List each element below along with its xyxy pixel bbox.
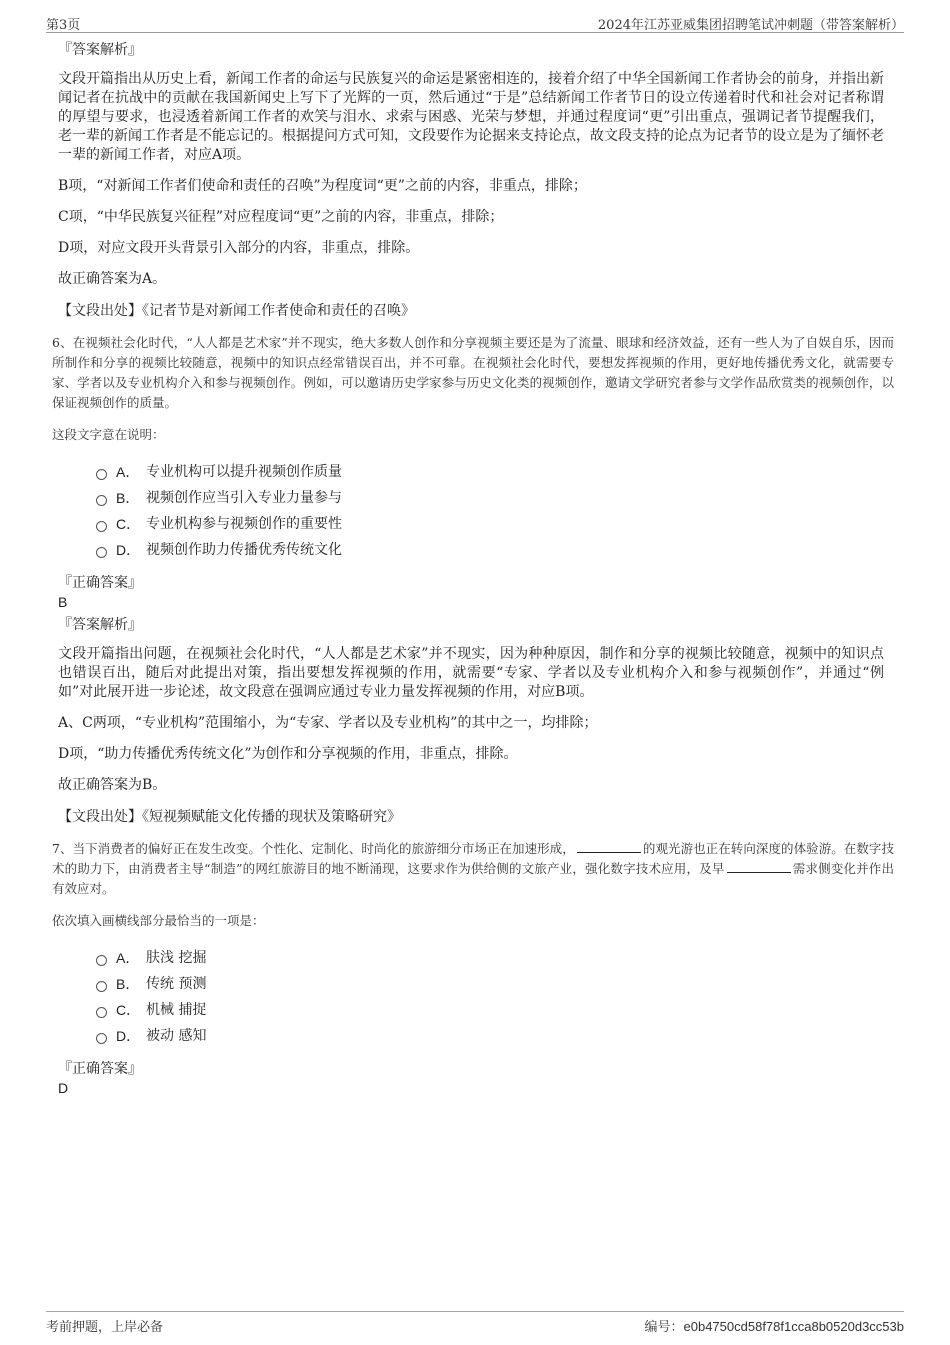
answer-analysis-text: 文段开篇指出问题，在视频社会化时代，“人人都是艺术家”并不现实，因为种种原因，制作和分享的视频比较随意，视频中的知识点也错误百出，随后对此提出对策，指出要想发挥视频的作用，就需要“专家、学者以及专业机构介入和参与视频创作”，并通过“例如”对此展开进一步论述，故文段意在强调应通过专业力量发挥视频的作用，对应B项。 bbox=[58, 646, 884, 700]
option-text: 视频创作助力传播优秀传统文化 bbox=[146, 542, 342, 558]
fill-blank-1 bbox=[577, 840, 641, 853]
option-text: 传统 预测 bbox=[146, 976, 207, 992]
question-7-options bbox=[96, 945, 894, 1049]
option-letter: C． bbox=[116, 516, 141, 532]
radio-icon[interactable] bbox=[96, 1007, 107, 1018]
question-6-text: 6、在视频社会化时代，“人人都是艺术家”并不现实，绝大多数人创作和分享视频主要还是为了流量、眼球和经济效益，还有一些人为了自娱自乐，因而所制作和分享的视频比较随意，视频中的知识点经常错误百出，并不可靠。在视频社会化时代，要想发挥视频的作用，更好地传播优秀文化，就需要专家、学者以及专业机构介入和参与视频创作。例如，可以邀请历史学家参与历史文化类的视频创作，邀请文学研究者参与文学作品欣赏类的视频创作，以保证视频创作的质量。 bbox=[52, 335, 894, 410]
footer-slogan: 考前押题，上岸必备 bbox=[46, 1320, 164, 1335]
correct-answer-label: 『正确答案』 bbox=[58, 575, 142, 591]
page-header bbox=[46, 12, 904, 33]
option-c[interactable] bbox=[96, 511, 894, 537]
page-footer bbox=[46, 1311, 904, 1338]
radio-icon[interactable] bbox=[96, 495, 107, 506]
question-6-prompt: 这段文字意在说明： bbox=[52, 427, 165, 442]
option-text: 机械 捕捉 bbox=[146, 1002, 207, 1018]
radio-icon[interactable] bbox=[96, 981, 107, 992]
option-letter: B． bbox=[116, 490, 140, 506]
option-text: 专业机构参与视频创作的重要性 bbox=[146, 516, 342, 532]
question-7-prompt: 依次填入画横线部分最恰当的一项是： bbox=[52, 913, 265, 928]
question-7-text-part1: 7、当下消费者的偏好正在发生改变。个性化、定制化、时尚化的旅游细分市场正在加速形成， bbox=[52, 841, 575, 856]
option-d[interactable] bbox=[96, 537, 894, 563]
page-number: 第3页 bbox=[46, 18, 81, 33]
radio-icon[interactable] bbox=[96, 547, 107, 558]
analysis-option-ac: A、C两项，“专业机构”范围缩小，为“专家、学者以及专业机构”的其中之一，均排除； bbox=[58, 715, 598, 731]
passage-source: 【文段出处】《记者节是对新闻工作者使命和责任的召唤》 bbox=[58, 303, 415, 319]
fill-blank-2 bbox=[727, 860, 791, 873]
correct-answer: D bbox=[58, 1080, 69, 1096]
question-7-text-part2: 的观光游也正在转向深度的体验游。在数字技术的助力下，由消费者主导“制造”的网红旅游目的地不断涌现，这要求作为供给侧的文旅产业，强化数字技术应用，及早 bbox=[52, 841, 894, 876]
analysis-option-d: D项，“助力传播优秀传统文化”为创作和分享视频的作用，非重点，排除。 bbox=[58, 746, 518, 762]
option-c[interactable] bbox=[96, 997, 894, 1023]
question-6-options bbox=[96, 459, 894, 563]
option-letter: D． bbox=[116, 542, 141, 558]
correct-answer: B bbox=[58, 594, 68, 610]
option-text: 肤浅 挖掘 bbox=[146, 950, 207, 966]
option-d[interactable] bbox=[96, 1023, 894, 1049]
radio-icon[interactable] bbox=[96, 955, 107, 966]
analysis-conclusion: 故正确答案为A。 bbox=[58, 271, 167, 287]
answer-analysis-label: 『答案解析』 bbox=[58, 617, 142, 633]
option-b[interactable] bbox=[96, 971, 894, 997]
option-letter: D． bbox=[116, 1028, 141, 1044]
radio-icon[interactable] bbox=[96, 521, 107, 532]
question-7-text bbox=[52, 839, 894, 899]
option-b[interactable] bbox=[96, 485, 894, 511]
question-7-text-part3: 需求侧变化并作出有效应对。 bbox=[52, 861, 894, 896]
correct-answer-label: 『正确答案』 bbox=[58, 1061, 142, 1077]
option-letter: A． bbox=[116, 464, 140, 480]
analysis-option-d: D项，对应文段开头背景引入部分的内容，非重点，排除。 bbox=[58, 240, 420, 256]
option-text: 被动 感知 bbox=[146, 1028, 207, 1044]
option-text: 视频创作应当引入专业力量参与 bbox=[146, 490, 342, 506]
document-code: 编号：e0b4750cd58f78f1cca8b0520d3cc53b bbox=[644, 1319, 904, 1334]
page-content bbox=[52, 40, 894, 1101]
passage-source: 【文段出处】《短视频赋能文化传播的现状及策略研究》 bbox=[58, 809, 401, 825]
answer-analysis-text: 文段开篇指出从历史上看，新闻工作者的命运与民族复兴的命运是紧密相连的，接着介绍了中华全国新闻工作者协会的前身，并指出新闻记者在抗战中的贡献在我国新闻史上写下了光辉的一页，然后通过“于是”总结新闻工作者节日的设立传递着时代和社会对记者称谓的厚望与要求，也浸透着新闻工作者的欢笑与泪水、求索与困惑、光荣与梦想，并通过程度词“更”引出重点，强调记者节提醒我们，老一辈的新闻工作者是不能忘记的。根据提问方式可知，文段要作为论据来支持论点，故文段支持的论点为记者节的设立是为了缅怀老一辈的新闻工作者，对应A项。 bbox=[58, 71, 884, 163]
option-letter: B． bbox=[116, 976, 140, 992]
analysis-conclusion: 故正确答案为B。 bbox=[58, 777, 167, 793]
radio-icon[interactable] bbox=[96, 469, 107, 480]
document-title: 2024年江苏亚威集团招聘笔试冲刺题（带答案解析） bbox=[597, 18, 904, 33]
answer-analysis-label: 『答案解析』 bbox=[58, 42, 142, 58]
option-letter: A． bbox=[116, 950, 140, 966]
analysis-option-c: C项，“中华民族复兴征程”对应程度词“更”之前的内容，非重点，排除； bbox=[58, 209, 504, 225]
option-letter: C． bbox=[116, 1002, 141, 1018]
analysis-option-b: B项，“对新闻工作者们使命和责任的召唤”为程度词“更”之前的内容，非重点，排除； bbox=[58, 178, 587, 194]
option-text: 专业机构可以提升视频创作质量 bbox=[146, 464, 342, 480]
radio-icon[interactable] bbox=[96, 1033, 107, 1044]
option-a[interactable] bbox=[96, 459, 894, 485]
option-a[interactable] bbox=[96, 945, 894, 971]
